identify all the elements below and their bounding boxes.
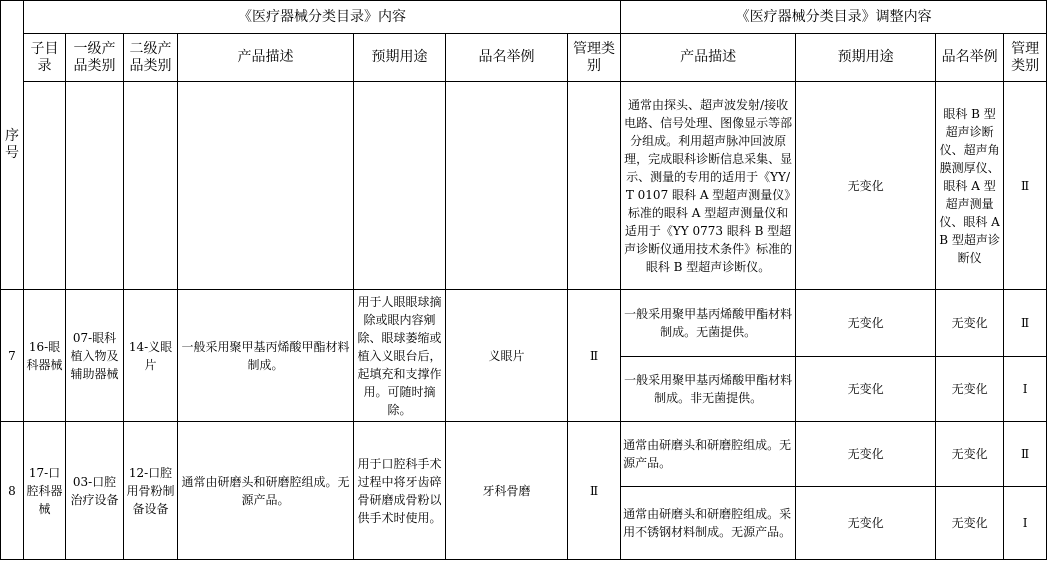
row7-adj2-example: 无变化 [936, 357, 1004, 422]
cell-empty [124, 82, 178, 290]
class-header: 管理类别 [568, 34, 621, 82]
row8-adj1-class: Ⅱ [1004, 422, 1047, 487]
row8-sub-catalog: 17-口腔科器械 [24, 422, 66, 560]
row7-adj1-use: 无变化 [796, 290, 936, 357]
level1-header: 一级产品类别 [66, 34, 124, 82]
adj-use-header: 预期用途 [796, 34, 936, 82]
cell-empty [24, 82, 66, 290]
row7-level1: 07-眼科植入物及辅助器械 [66, 290, 124, 422]
adj-example-header: 品名举例 [936, 34, 1004, 82]
level2-header: 二级产品类别 [124, 34, 178, 82]
cont-adj-class: Ⅱ [1004, 82, 1047, 290]
row7-seq: 7 [1, 290, 24, 422]
row8-example: 牙科骨磨 [446, 422, 568, 560]
adj-desc-header: 产品描述 [621, 34, 796, 82]
cont-adj-desc: 通常由探头、超声波发射/接收电路、信号处理、图像显示等部分组成。利用超声脉冲回波原理，完成眼科诊断信息采集、显示、测量的专用的适用于《YY/T 0107 眼科 A 型超声测量仪》标准的眼科 A 型超声测量仪和适用于《YY 0773 眼科 B 型超声诊断仪通用技术条件》标准的眼科 B 型超声诊断仪。 [621, 82, 796, 290]
row7-adj1-example: 无变化 [936, 290, 1004, 357]
row7-level2: 14-义眼片 [124, 290, 178, 422]
row7-desc: 一般采用聚甲基丙烯酸甲酯材料制成。 [178, 290, 354, 422]
seq-header: 序号 [1, 1, 24, 290]
cell-empty [66, 82, 124, 290]
row8-use: 用于口腔科手术过程中将牙齿碎骨研磨成骨粉以供手术时使用。 [354, 422, 446, 560]
sub-catalog-header: 子目录 [24, 34, 66, 82]
cell-empty [178, 82, 354, 290]
cont-adj-example: 眼科 B 型超声诊断仪、超声角膜测厚仪、眼科 A 型超声测量仪、眼科 AB 型超声诊断仪 [936, 82, 1004, 290]
header-row-columns [1, 34, 1047, 82]
row7-sub-catalog: 16-眼科器械 [24, 290, 66, 422]
row7-adj1-desc: 一般采用聚甲基丙烯酸甲酯材料制成。无菌提供。 [621, 290, 796, 357]
row7-use: 用于人眼眼球摘除或眼内容剜除、眼球萎缩或植入义眼台后，起填充和支撑作用。可随时摘除。 [354, 290, 446, 422]
cell-empty [568, 82, 621, 290]
example-header: 品名举例 [446, 34, 568, 82]
row7-adj2-use: 无变化 [796, 357, 936, 422]
row8-adj1-desc: 通常由研磨头和研磨腔组成。无源产品。 [621, 422, 796, 487]
row8-adj2-example: 无变化 [936, 487, 1004, 560]
table-row-8a [1, 422, 1047, 487]
row8-adj2-desc: 通常由研磨头和研磨腔组成。采用不锈钢材料制成。无源产品。 [621, 487, 796, 560]
row8-level2: 12-口腔用骨粉制备设备 [124, 422, 178, 560]
row8-class: Ⅱ [568, 422, 621, 560]
row7-adj1-class: Ⅱ [1004, 290, 1047, 357]
adj-class-header: 管理类别 [1004, 34, 1047, 82]
desc-header: 产品描述 [178, 34, 354, 82]
adjusted-content-header: 《医疗器械分类目录》调整内容 [621, 1, 1047, 34]
table-row-7a [1, 290, 1047, 357]
row7-adj2-desc: 一般采用聚甲基丙烯酸甲酯材料制成。非无菌提供。 [621, 357, 796, 422]
table-row-continued [1, 82, 1047, 290]
cell-empty [354, 82, 446, 290]
cell-empty [446, 82, 568, 290]
row8-desc: 通常由研磨头和研磨腔组成。无源产品。 [178, 422, 354, 560]
row8-adj1-example: 无变化 [936, 422, 1004, 487]
header-row-top [1, 1, 1047, 34]
row8-adj2-class: Ⅰ [1004, 487, 1047, 560]
original-content-header: 《医疗器械分类目录》内容 [24, 1, 621, 34]
row8-level1: 03-口腔治疗设备 [66, 422, 124, 560]
row8-adj1-use: 无变化 [796, 422, 936, 487]
row7-adj2-class: Ⅰ [1004, 357, 1047, 422]
cont-adj-use: 无变化 [796, 82, 936, 290]
row8-adj2-use: 无变化 [796, 487, 936, 560]
row7-class: Ⅱ [568, 290, 621, 422]
row7-example: 义眼片 [446, 290, 568, 422]
use-header: 预期用途 [354, 34, 446, 82]
row8-seq: 8 [1, 422, 24, 560]
